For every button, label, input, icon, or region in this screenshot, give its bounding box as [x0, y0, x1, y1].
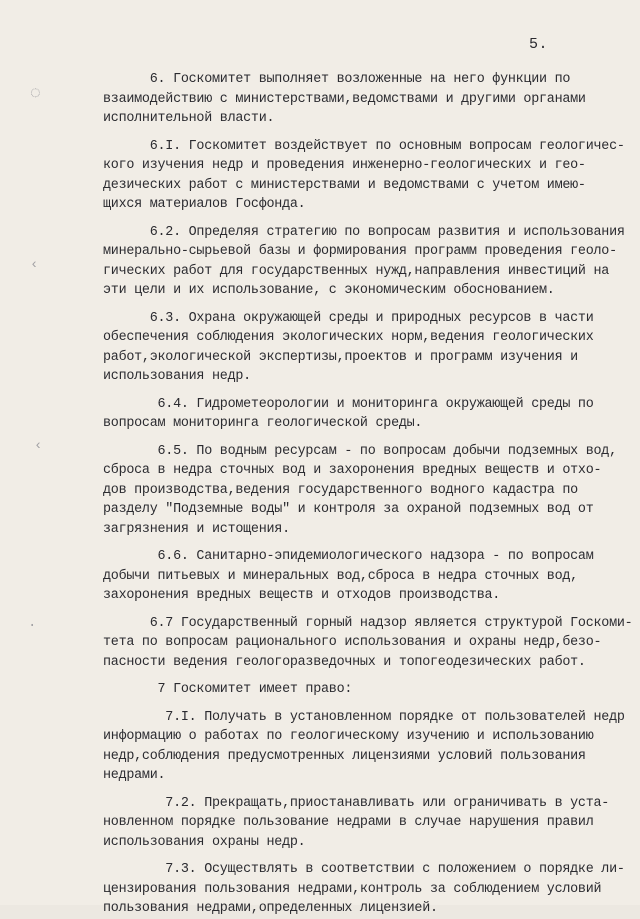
text-line: 7.I. Получать в установленном порядке от пользователей недр: [103, 709, 625, 725]
text-line: гических работ для государственных нужд,направления инвестиций на: [103, 263, 610, 279]
paragraph: [103, 547, 623, 606]
text-line: дов производства,ведения государственного водного кадастра по: [103, 482, 578, 498]
text-line: тета по вопросам рационального использования и охраны недр,безо-: [103, 635, 602, 650]
text-line: 6.7 Государственный горный надзор является структурой Госкоми-: [103, 615, 633, 631]
text-line: 6.5. По водным ресурсам - по вопросам добычи подземных вод,: [103, 443, 617, 459]
text-line: 6.I. Госкомитет воздействует по основным вопросам геологичес-: [103, 138, 625, 154]
punch-hole-mark: ◌: [30, 84, 41, 104]
text-line: использования недр.: [103, 369, 251, 384]
text-line: 6.4. Гидрометеорологии и мониторинга окружающей среды по: [103, 396, 594, 412]
paragraph: [103, 223, 623, 301]
text-line: 6. Госкомитет выполняет возложенные на него функции по: [103, 72, 571, 87]
text-line: новленном порядке пользование недрами в случае нарушения правил: [103, 815, 594, 830]
text-line: обеспечения соблюдения экологических норм,ведения геологических: [103, 330, 594, 345]
paragraph: [103, 614, 633, 673]
text-line: захоронения вредных веществ и отходов производства.: [103, 588, 501, 603]
text-line: 6.3. Охрана окружающей среды и природных ресурсов в части: [103, 310, 594, 326]
text-line: щихся материалов Госфонда.: [103, 197, 306, 212]
text-line: эти цели и их использование, с экономическим обоснованием.: [103, 283, 555, 298]
text-line: 7.3. Осуществлять в соответствии с положением о порядке ли-: [103, 862, 625, 877]
text-line: 7 Госкомитет имеет право:: [103, 682, 353, 697]
text-line: кого изучения недр и проведения инженерно-геологических и гео-: [103, 158, 586, 173]
binding-mark: ‹: [30, 257, 39, 273]
text-line: работ,экологической экспертизы,проектов и программ изучения и: [103, 349, 578, 365]
paragraph: [103, 680, 623, 700]
paragraph: [103, 309, 623, 387]
text-line: вопросам мониторинга геологической среды.: [103, 416, 423, 431]
text-line: 6.6. Санитарно-эпидемиологического надзора - по вопросам: [103, 549, 594, 564]
paragraph: [103, 794, 623, 853]
paragraph: [103, 137, 623, 215]
text-line: дезических работ с министерствами и ведомствами с учетом имею-: [103, 177, 586, 193]
document-body: [103, 70, 633, 919]
paragraph: [103, 708, 623, 786]
text-line: использования охраны недр.: [103, 834, 306, 850]
text-line: 6.2. Определяя стратегию по вопросам развития и использования: [103, 224, 625, 240]
text-line: взаимодействию с министерствами,ведомствами и другими органами: [103, 91, 586, 107]
binding-mark: ‹: [34, 438, 43, 454]
text-line: минерально-сырьевой базы и формирования программ проведения геоло-: [103, 244, 617, 259]
text-line: сброса в недра сточных вод и захоронения вредных веществ и отхо-: [103, 463, 602, 478]
text-line: загрязнения и истощения.: [103, 521, 290, 537]
text-line: исполнительной власти.: [103, 111, 275, 126]
page-number: 5.: [529, 36, 549, 53]
text-line: недрами.: [103, 768, 166, 783]
paragraph: [103, 442, 623, 540]
text-line: пасности ведения геологоразведочных и топогеодезических работ.: [103, 654, 586, 670]
binding-mark: ·: [28, 618, 37, 634]
text-line: 7.2. Прекращать,приостанавливать или ограничивать в уста-: [103, 795, 610, 811]
text-line: добычи питьевых и минеральных вод,сброса в недра сточных вод,: [103, 568, 578, 584]
text-line: пользования недрами,определенных лицензией.: [103, 901, 438, 916]
paragraph: [103, 395, 623, 434]
paragraph: [103, 860, 623, 919]
text-line: недр,соблюдения предусмотренных лицензиями условий пользования: [103, 748, 586, 764]
text-line: разделу "Подземные воды" и контроля за охраной подземных вод от: [103, 502, 594, 517]
text-line: информацию о работах по геологическому изучению и использованию: [103, 729, 594, 744]
paragraph: [103, 70, 623, 129]
text-line: цензирования пользования недрами,контроль за соблюдением условий: [103, 881, 602, 897]
